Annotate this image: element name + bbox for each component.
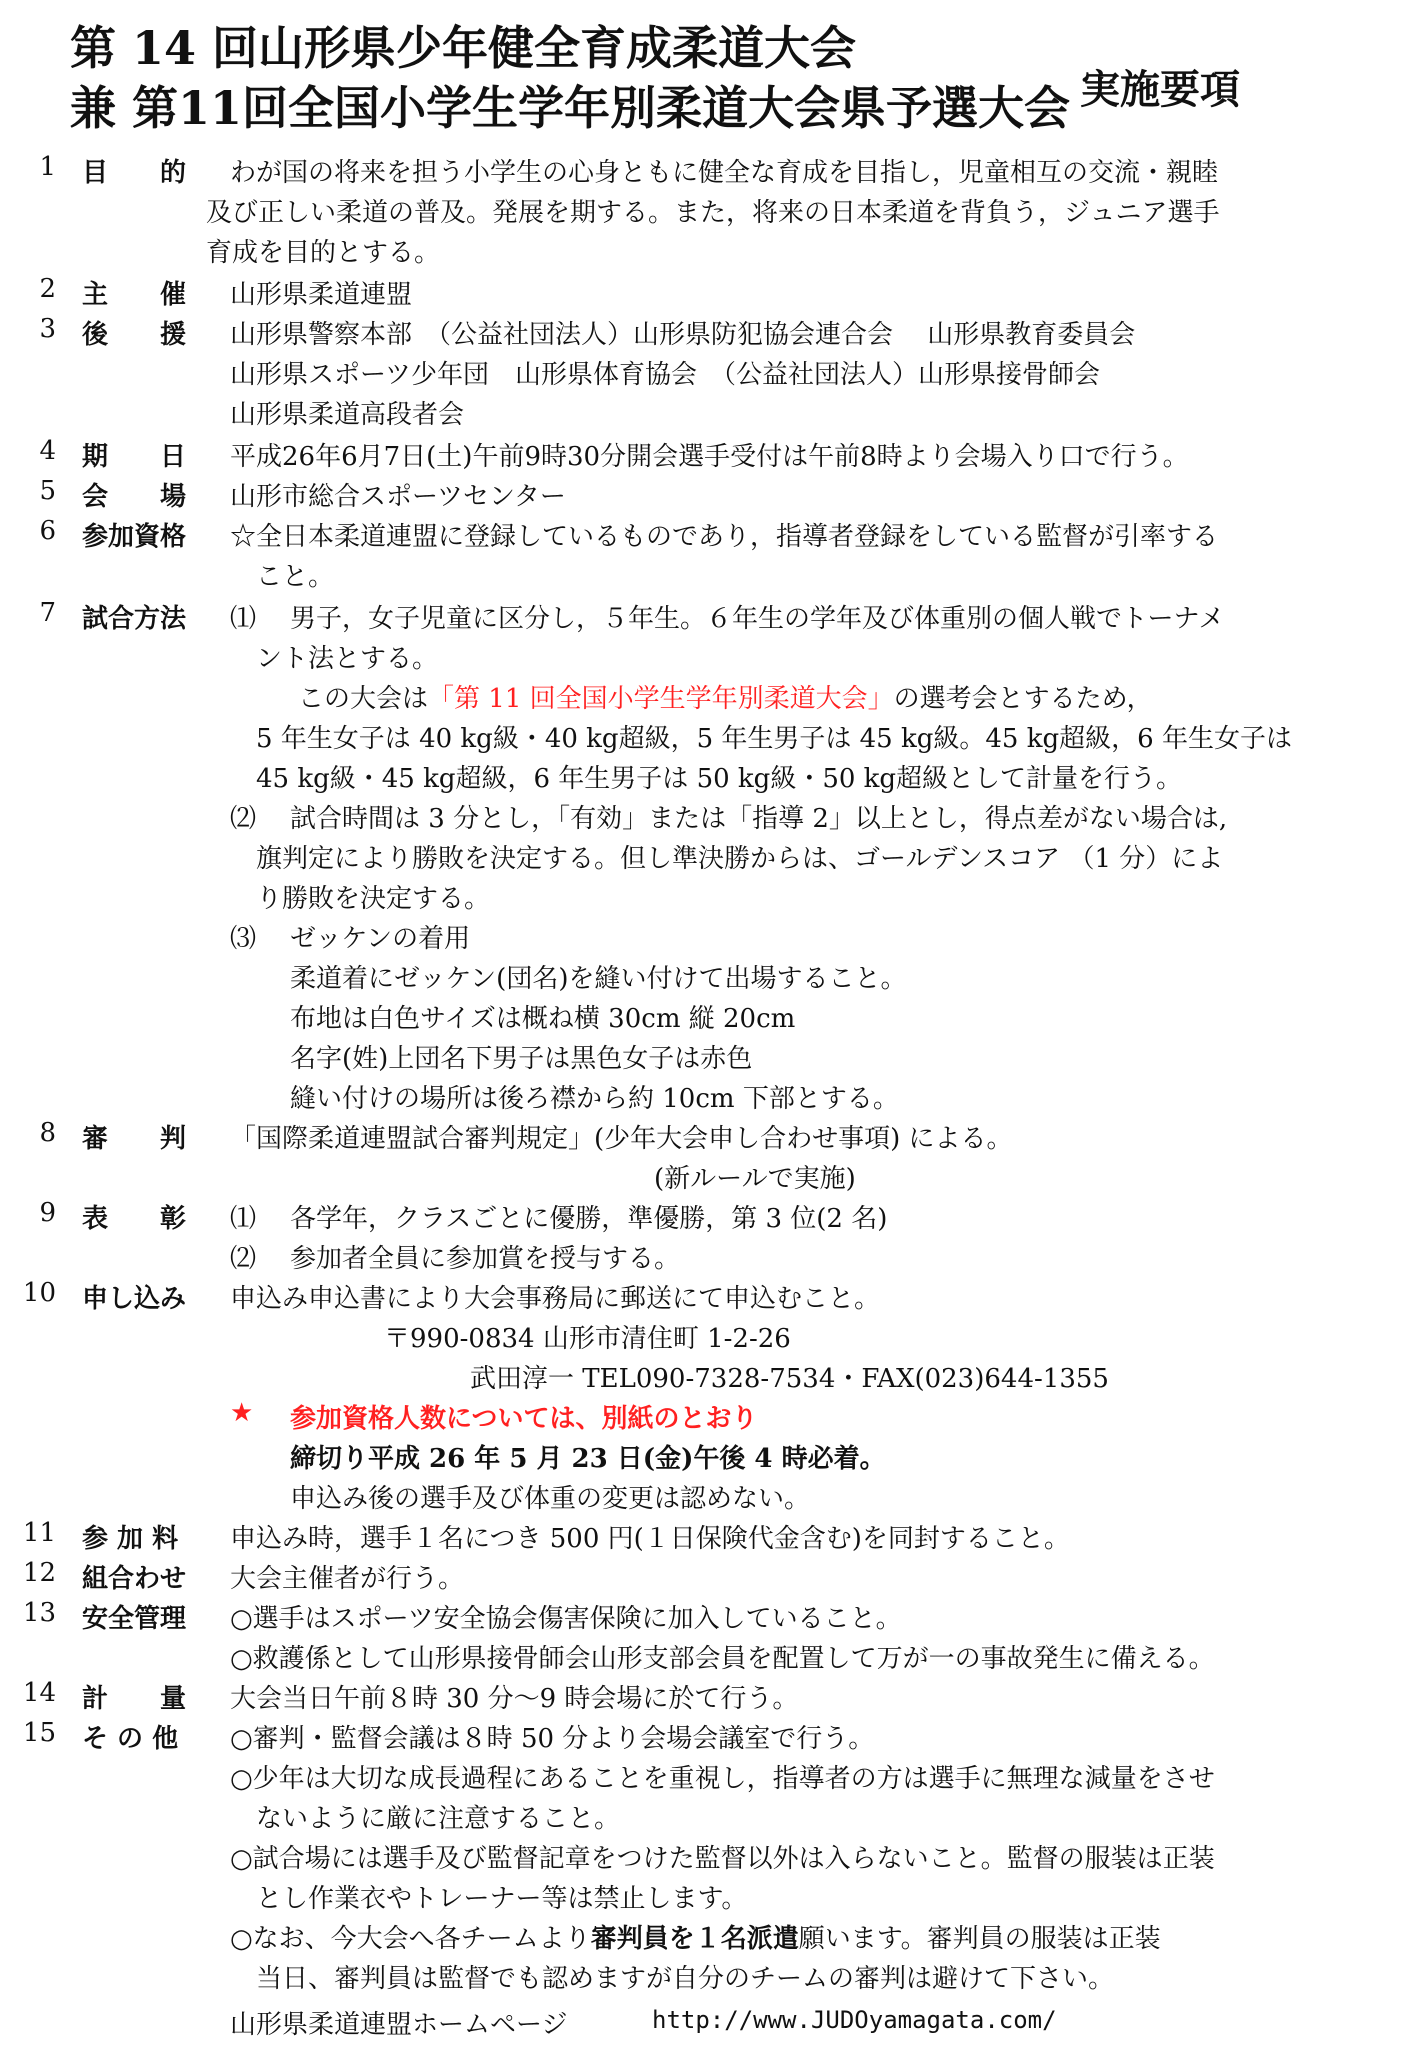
section-number: 10 (22, 1278, 56, 1308)
section-text: 45 kg級・45 kg超級，6 年生男子は 50 kg級・50 kg超級として計量を行う。 (256, 764, 1183, 794)
section-number: 7 (39, 598, 56, 628)
section-text: ○選手はスポーツ安全協会傷害保険に加入していること。 (230, 1604, 902, 1634)
section-text: 育成を目的とする。 (206, 238, 441, 268)
section-text: こと。 (256, 562, 335, 592)
section-text: 名字(姓)上団名下男子は黒色女子は赤色 (290, 1044, 753, 1074)
text-part: の選考会とするため， (893, 684, 1153, 714)
section-text: ント法とする。 (256, 644, 439, 674)
section-label: 試合方法 (82, 604, 187, 634)
section-text: 山形市総合スポーツセンター (230, 482, 566, 512)
section-label: 後 援 (82, 320, 187, 350)
section-label: 期 日 (82, 442, 187, 472)
section-text: 山形県柔道高段者会 (230, 400, 465, 430)
star-icon: ★ (230, 1398, 254, 1428)
section-label: 表 彰 (82, 1204, 187, 1234)
homepage-link[interactable]: http://www.JUDOyamagata.com/ (652, 2006, 1057, 2034)
section-label: 計 量 (82, 1684, 187, 1714)
section-number: 1 (39, 152, 56, 182)
section-text: 申込み申込書により大会事務局に郵送にて申込むこと。 (230, 1284, 881, 1314)
deadline-text: 締切り平成 26 年 5 月 23 日(金)午後 4 時必着。 (290, 1444, 886, 1474)
section-label: 申し込み (82, 1284, 187, 1314)
section-label: 安全管理 (82, 1604, 187, 1634)
section-text: ○少年は大切な成長過程にあることを重視し，指導者の方は選手に無理な減量をさせ (230, 1764, 1215, 1794)
section-text: 申込み時，選手１名につき 500 円(１日保険代金含む)を同封すること。 (230, 1524, 1070, 1554)
page-title-line2: 兼 第11回全国小学生学年別柔道大会県予選大会 (70, 81, 1071, 135)
section-number: 5 (39, 476, 56, 506)
section-text: わが国の将来を担う小学生の心身ともに健全な育成を目指し，児童相互の交流・親睦 (230, 158, 1219, 188)
address-text: 〒990-0834 山形市清住町 1-2-26 (384, 1324, 791, 1354)
section-number: 3 (39, 314, 56, 344)
section-text: 山形県柔道連盟 (230, 280, 413, 310)
section-text: 布地は白色サイズは概ね横 30cm 縦 20cm (290, 1004, 796, 1034)
emphasis-text: 審判員を１名派遣 (590, 1924, 799, 1954)
item-marker: ⑶ (230, 924, 257, 954)
section-label: 主 催 (82, 280, 187, 310)
section-text: 平成26年6月7日(土)午前9時30分開会選手受付は午前8時より会場入り口で行う。 (230, 442, 1189, 472)
section-label: 会 場 (82, 482, 187, 512)
item-marker: ⑵ (230, 1244, 257, 1274)
section-number: 13 (22, 1598, 56, 1628)
section-text: (新ルールで実施) (654, 1164, 856, 1194)
section-text: 山形県スポーツ少年団 山形県体育協会 （公益社団法人）山形県接骨師会 (230, 360, 1100, 390)
highlight-text: 「第 11 回全国小学生学年別柔道大会」 (428, 684, 894, 714)
section-text: 当日、審判員は監督でも認めますが自分のチームの審判は避けて下さい。 (256, 1964, 1115, 1994)
section-text: 各学年，クラスごとに優勝，準優勝，第 3 位(2 名) (290, 1204, 888, 1234)
section-text: 5 年生女子は 40 kg級・40 kg超級，5 年生男子は 45 kg級。45 kg超級，6 年生女子は (256, 724, 1292, 754)
section-text (298, 678, 1153, 715)
notice-text: 参加資格人数については、別紙のとおり (290, 1404, 758, 1434)
section-text: ゼッケンの着用 (290, 924, 471, 954)
section-number: 12 (22, 1558, 56, 1588)
section-text: 大会主催者が行う。 (230, 1564, 465, 1594)
section-text (230, 1918, 1161, 1955)
section-text: ○救護係として山形県接骨師会山形支部会員を配置して万が一の事故発生に備える。 (230, 1644, 1215, 1674)
page-title-line1: 第 14 回山形県少年健全育成柔道大会 (70, 21, 857, 75)
section-label: 審 判 (82, 1124, 187, 1154)
page-title-suffix: 実施要項 (1080, 66, 1240, 113)
item-marker: ⑴ (230, 1204, 257, 1234)
section-text: ないように厳に注意すること。 (256, 1804, 621, 1834)
section-label: 参 加 料 (82, 1524, 179, 1554)
item-marker: ⑵ (230, 804, 257, 834)
text-part: ○なお、今大会へ各チームより (230, 1924, 591, 1954)
homepage-label: 山形県柔道連盟ホームページ (230, 2010, 568, 2040)
section-text: 試合時間は 3 分とし，「有効」または「指導 2」以上とし，得点差がない場合は, (290, 804, 1228, 834)
section-text: 男子，女子児童に区分し，５年生。６年生の学年及び体重別の個人戦でトーナメ (290, 604, 1225, 634)
text-part: 願います。審判員の服装は正装 (798, 1924, 1161, 1954)
section-text: ○審判・監督会議は８時 50 分より会場会議室で行う。 (230, 1724, 875, 1754)
section-text: ☆全日本柔道連盟に登録しているものであり，指導者登録をしている監督が引率する (230, 522, 1219, 552)
section-number: 11 (22, 1518, 56, 1548)
section-label: 組合わせ (82, 1564, 187, 1594)
section-text: ○試合場には選手及び監督記章をつけた監督以外は入らないこと。監督の服装は正装 (230, 1844, 1215, 1874)
section-number: 9 (39, 1198, 56, 1228)
section-number: 4 (39, 436, 56, 466)
section-text: 及び正しい柔道の普及。発展を期する。また，将来の日本柔道を背負う，ジュニア選手 (206, 198, 1220, 228)
section-number: 6 (39, 516, 56, 546)
section-label: そ の 他 (82, 1724, 179, 1754)
section-number: 15 (22, 1718, 56, 1748)
section-text: 申込み後の選手及び体重の変更は認めない。 (290, 1484, 811, 1514)
section-text: り勝敗を決定する。 (256, 884, 491, 914)
section-number: 8 (39, 1118, 56, 1148)
section-text: 大会当日午前８時 30 分～9 時会場に於て行う。 (230, 1684, 799, 1714)
section-text: 参加者全員に参加賞を授与する。 (290, 1244, 681, 1274)
section-text: 旗判定により勝敗を決定する。但し準決勝からは、ゴールデンスコア （1 分）によ (256, 844, 1224, 874)
section-text: 柔道着にゼッケン(団名)を縫い付けて出場すること。 (290, 964, 907, 994)
section-label: 目 的 (82, 158, 187, 188)
text-part: この大会は (298, 684, 429, 714)
section-number: 14 (22, 1678, 56, 1708)
section-label: 参加資格 (82, 522, 187, 552)
item-marker: ⑴ (230, 604, 257, 634)
section-number: 2 (39, 274, 56, 304)
section-text: とし作業衣やトレーナー等は禁止します。 (256, 1884, 748, 1914)
section-text: 縫い付けの場所は後ろ襟から約 10cm 下部とする。 (290, 1084, 899, 1114)
section-text: 「国際柔道連盟試合審判規定」(少年大会申し合わせ事項) による。 (230, 1124, 1013, 1154)
section-text: 山形県警察本部 （公益社団法人）山形県防犯協会連合会 山形県教育委員会 (230, 320, 1136, 350)
contact-text: 武田淳一 TEL090-7328-7534・FAX(023)644-1355 (470, 1364, 1109, 1394)
